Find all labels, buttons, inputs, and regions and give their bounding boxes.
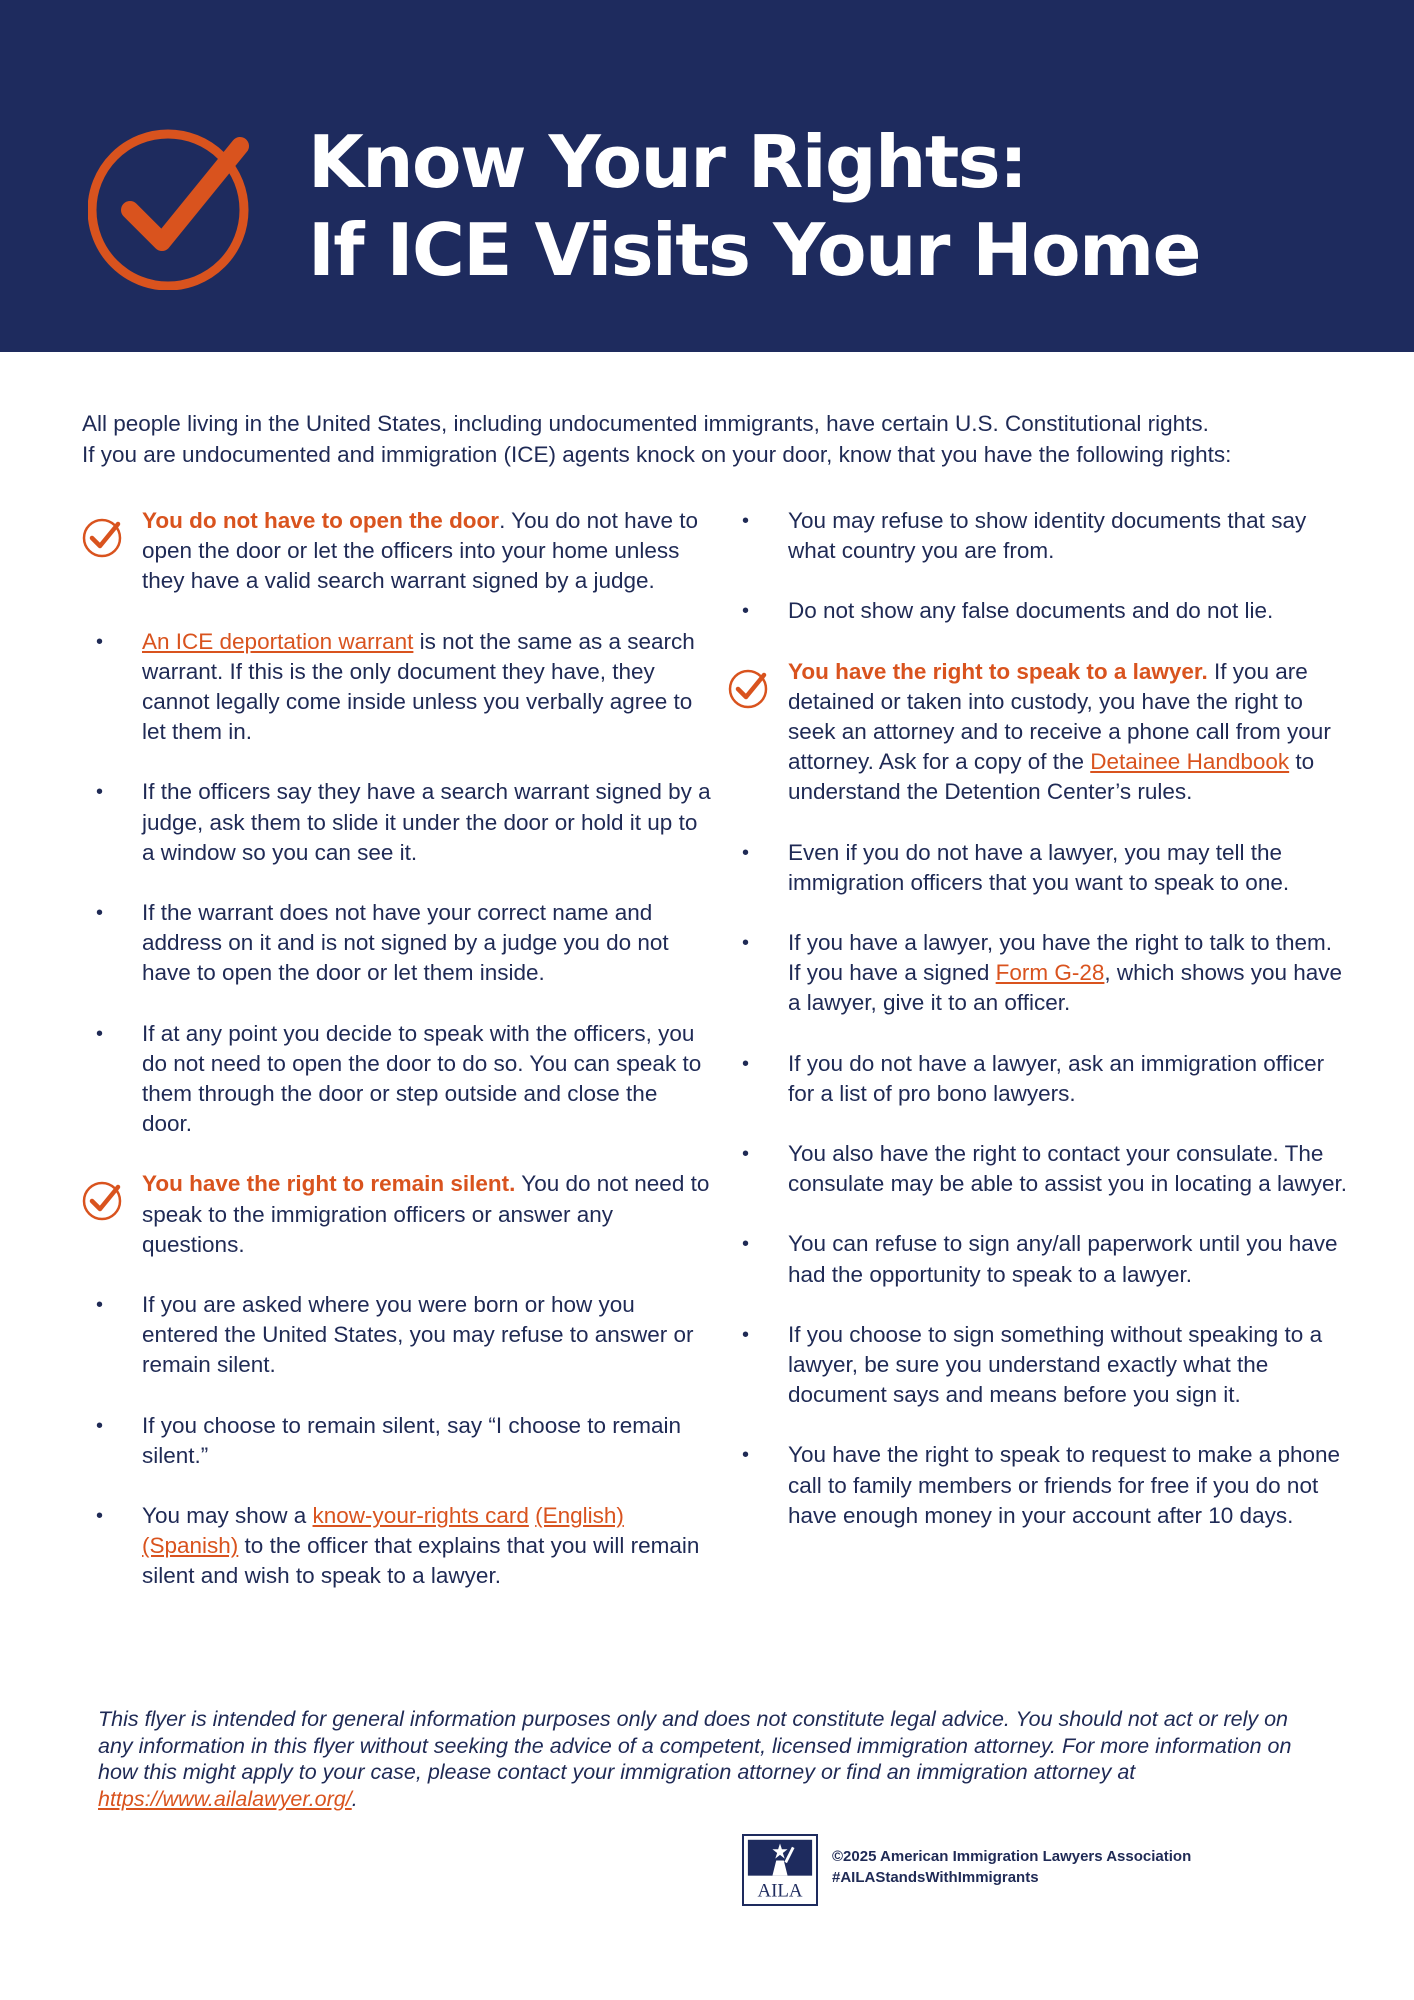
aila-logo — [742, 1834, 818, 1906]
list-item — [728, 1049, 1348, 1109]
list-item — [82, 898, 712, 989]
bullet-icon: • — [96, 630, 104, 653]
item-text: If at any point you decide to speak with the officers, you do not need to open the door to do so. You can speak to them through the door or step outside and close the door. — [142, 1020, 702, 1137]
item-text: If you choose to sign something without speaking to a lawyer, be sure you understand exactly what the document says and means before you sign it. — [788, 1321, 1323, 1408]
list-item — [82, 777, 712, 868]
title-line-2: If ICE Visits Your Home — [308, 208, 1200, 292]
item-text: , which shows you have a lawyer, give it to an officer. — [788, 960, 1343, 1016]
left-column — [82, 506, 712, 1592]
bullet-icon: • — [96, 1505, 104, 1528]
bullet-icon: • — [742, 600, 750, 623]
list-item — [82, 1019, 712, 1140]
disclaimer — [98, 1706, 1318, 1812]
list-item — [82, 1290, 712, 1381]
right-body: . You do not have to open the door or let the officers into your home unless they have a valid search warrant signed by a judge. — [142, 508, 698, 594]
item-text: Even if you do not have a lawyer, you may tell the immigration officers that you want to speak to one. — [788, 839, 1290, 895]
list-item — [82, 1501, 712, 1592]
list-item — [728, 1229, 1348, 1289]
check-circle-icon — [88, 118, 260, 290]
right-open-door — [82, 506, 712, 597]
list-item — [728, 506, 1348, 566]
check-circle-icon — [82, 516, 124, 558]
item-text: If you have a lawyer, you have the right to talk to them. If you have a signed — [788, 930, 1333, 986]
bullet-icon: • — [96, 1022, 104, 1045]
hashtag-text: #AILAStandsWithImmigrants — [832, 1869, 1039, 1886]
list-item — [728, 596, 1348, 626]
right-column — [728, 506, 1348, 1531]
bullet-icon: • — [742, 932, 750, 955]
item-text: If you choose to remain silent, say “I choose to remain silent.” — [142, 1412, 682, 1468]
item-text: If the warrant does not have your correct name and address on it and is not signed by a judge you do not have to open the door or let them inside. — [142, 900, 669, 986]
item-text: You may show a — [142, 1503, 313, 1529]
list-item — [728, 838, 1348, 898]
disclaimer-text: This flyer is intended for general information purposes only and does not constitute legal advice. You should not act or rely on any information in this flyer without seeking the advice of a competent, licensed immigration attorney. For more information on how this might apply to your case, please contact your immigration attorney or find an immigration attorney at — [98, 1707, 1292, 1784]
right-body-tail: to understand the Detention Center’s rules. — [788, 749, 1315, 805]
right-body: If you are detained or taken into custody, you have the right to seek an attorney and to receive a phone call from your attorney. Ask for a copy of the — [788, 658, 1331, 775]
bullet-icon: • — [96, 902, 104, 925]
page-title — [308, 118, 1200, 294]
list-item — [82, 1411, 712, 1471]
ailalawyer-link[interactable]: https://www.ailalawyer.org/ — [98, 1786, 352, 1811]
bullet-icon: • — [96, 1414, 104, 1437]
list-item — [728, 1320, 1348, 1411]
right-heading: You have the right to speak to a lawyer. — [788, 658, 1208, 684]
intro-line-1: All people living in the United States, including undocumented immigrants, have certain U.S. Constitutional rights. — [82, 411, 1209, 436]
know-your-rights-card-link[interactable]: know-your-rights card — [312, 1503, 529, 1529]
english-link[interactable]: (English) — [535, 1503, 624, 1529]
bullet-icon: • — [742, 1143, 750, 1166]
list-item — [728, 928, 1348, 1019]
spanish-link[interactable]: (Spanish) — [142, 1533, 239, 1559]
item-text: Do not show any false documents and do not lie. — [788, 598, 1274, 624]
list-item — [728, 1139, 1348, 1199]
bullet-icon: • — [742, 1444, 750, 1467]
bullet-icon: • — [742, 1052, 750, 1075]
right-remain-silent — [82, 1169, 712, 1260]
bullet-icon: • — [96, 1294, 104, 1317]
footer-credits — [832, 1846, 1191, 1888]
bullet-icon: • — [742, 1323, 750, 1346]
title-line-1: Know Your Rights: — [308, 120, 1027, 204]
intro-line-2: If you are undocumented and immigration (ICE) agents knock on your door, know that you have the following rights: — [82, 442, 1232, 467]
check-circle-icon — [82, 1179, 124, 1221]
check-circle-icon — [728, 667, 770, 709]
item-text: is not the same as a search warrant. If this is the only document they have, they cannot legally come inside unless you verbally agree to let them in. — [142, 628, 695, 745]
bullet-icon: • — [96, 781, 104, 804]
header-banner — [0, 0, 1414, 352]
item-text: If you do not have a lawyer, ask an immigration officer for a list of pro bono lawyers. — [788, 1050, 1325, 1106]
bullet-icon: • — [742, 841, 750, 864]
list-item — [82, 627, 712, 748]
right-heading: You have the right to remain silent. — [142, 1171, 516, 1197]
bullet-icon: • — [742, 1233, 750, 1256]
form-g28-link[interactable]: Form G-28 — [995, 960, 1105, 986]
logo-text: AILA — [757, 1880, 803, 1902]
right-heading: You do not have to open the door — [142, 508, 500, 533]
bullet-icon: • — [742, 510, 750, 532]
item-text: You have the right to speak to request to make a phone call to family members or friends for free if you do not have enough money in your account after 10 days. — [788, 1442, 1341, 1528]
item-text: If you are asked where you were born or how you entered the United States, you may refuse to answer or remain silent. — [142, 1292, 694, 1378]
item-text: You may refuse to show identity documents that say what country you are from. — [788, 508, 1307, 564]
right-body: You do not need to speak to the immigration officers or answer any questions. — [142, 1171, 710, 1257]
intro-paragraph — [82, 408, 1342, 470]
copyright-text: ©2025 American Immigration Lawyers Association — [832, 1848, 1192, 1865]
item-text: You can refuse to sign any/all paperwork until you have had the opportunity to speak to a lawyer. — [788, 1231, 1338, 1287]
item-text: to the officer that explains that you will remain silent and wish to speak to a lawyer. — [142, 1533, 700, 1589]
deportation-warrant-link[interactable]: An ICE deportation warrant — [142, 628, 414, 654]
item-text: You also have the right to contact your consulate. The consulate may be able to assist you in locating a lawyer. — [788, 1141, 1348, 1197]
right-speak-to-lawyer — [728, 657, 1348, 808]
detainee-handbook-link[interactable]: Detainee Handbook — [1090, 749, 1290, 775]
item-text: If the officers say they have a search warrant signed by a judge, ask them to slide it under the door or hold it up to a window so you can see it. — [142, 779, 711, 865]
list-item — [728, 1440, 1348, 1531]
disclaimer-end: . — [351, 1786, 358, 1811]
